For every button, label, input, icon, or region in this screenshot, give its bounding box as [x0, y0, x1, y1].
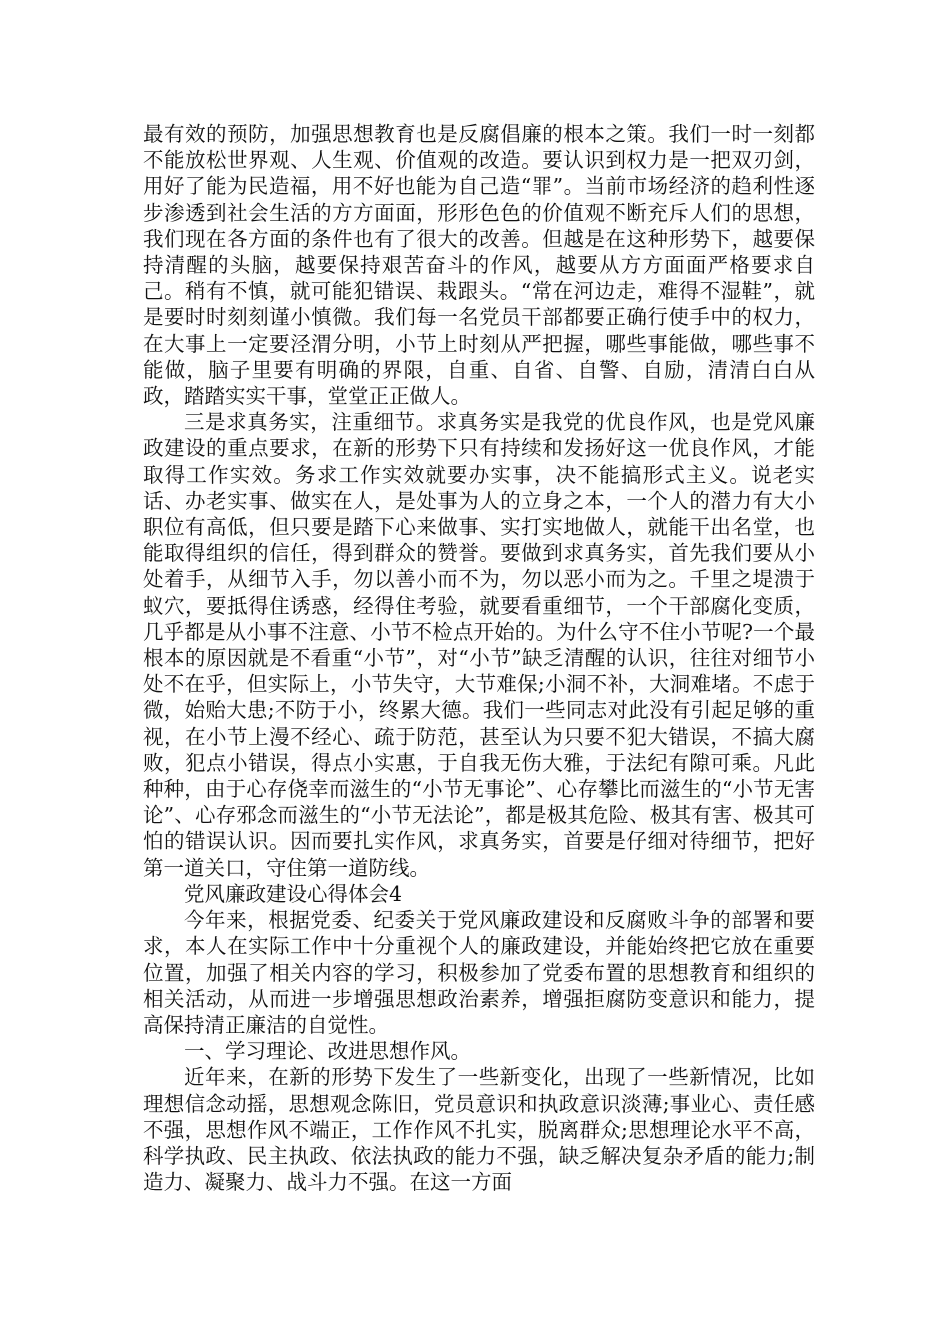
- section-heading: 党风廉政建设心得体会4: [184, 881, 403, 906]
- subsection-heading: 一、学习理论、改进思想作风。: [184, 1039, 471, 1064]
- paragraph-recent-years: 近年来，在新的形势下发生了一些新变化，出现了一些新情况，比如理想信念动摇，思想观念陈旧，党员意识和执政意识淡薄;事业心、责任感不强，思想作风不端正，工作作风不扎实，脱离群众;思想理论水平不高，科学执政、民主执政、依法执政的能力不强，缺乏解决复杂矛盾的能力;制造力、凝聚力、战斗力不强。在这一方面: [143, 1065, 815, 1195]
- paragraph-prevention: 最有效的预防，加强思想教育也是反腐倡廉的根本之策。我们一时一刻都不能放松世界观、人生观、价值观的改造。要认识到权力是一把双刃剑，用好了能为民造福，用不好也能为自己造“罪”。当前市场经济的趋利性逐步渗透到社会生活的方方面面，形形色色的价值观不断充斥人们的思想，我们现在各方面的条件也有了很大的改善。但越是在这种形势下，越要保持清醒的头脑，越要保持艰苦奋斗的作风，越要从方方面面严格要求自己。稍有不慎，就可能犯错误、栽跟头。“常在河边走，难得不湿鞋”，就是要时时刻刻谨小慎微。我们每一名党员干部都要正确行使手中的权力，在大事上一定要泾渭分明，小节上时刻从严把握，哪些事能做，哪些事不能做，脑子里要有明确的界限，自重、自省、自警、自励，清清白白从政，踏踏实实干事，堂堂正正做人。: [143, 122, 815, 409]
- document-body: [143, 121, 815, 1195]
- paragraph-seek-truth: 三是求真务实，注重细节。求真务实是我党的优良作风，也是党风廉政建设的重点要求，在新的形势下只有持续和发扬好这一优良作风，才能取得工作实效。务求工作实效就要办实事，决不能搞形式主义。说老实话、办老实事、做实在人，是处事为人的立身之本，一个人的潜力有大小职位有高低，但只要是踏下心来做事、实打实地做人，就能干出名堂，也能取得组织的信任，得到群众的赞誉。要做到求真务实，首先我们要从小处着手，从细节入手，勿以善小而不为，勿以恶小而为之。千里之堤溃于蚁穴，要抵得住诱惑，经得住考验，就要看重细节，一个干部腐化变质，几乎都是从小事不注意、小节不检点开始的。为什么守不住小节呢?一个最根本的原因就是不看重“小节”，对“小节”缺乏清醒的认识，往往对细节小处不在乎，但实际上，小节失守，大节难保;小洞不补，大洞难堵。不虑于微，始贻大患;不防于小，终累大德。我们一些同志对此没有引起足够的重视，在小节上漫不经心、疏于防范，甚至认为只要不犯大错误，不搞大腐败，犯点小错误，得点小实惠，于自我无伤大雅，于法纪有隙可乘。凡此种种，由于心存侥幸而滋生的“小节无事论”、心存攀比而滋生的“小节无害论”、心存邪念而滋生的“小节无法论”，都是极其危险、极其有害、极其可怕的错误认识。因而要扎实作风，求真务实，首要是仔细对待细节，把好第一道关口，守住第一道防线。: [143, 410, 815, 880]
- paragraph-this-year: 今年来，根据党委、纪委关于党风廉政建设和反腐败斗争的部署和要求，本人在实际工作中十分重视个人的廉政建设，并能始终把它放在重要位置，加强了相关内容的学习，积极参加了党委布置的思想教育和组织的相关活动，从而进一步增强思想政治素养，增强拒腐防变意识和能力，提高保持清正廉洁的自觉性。: [143, 908, 815, 1037]
